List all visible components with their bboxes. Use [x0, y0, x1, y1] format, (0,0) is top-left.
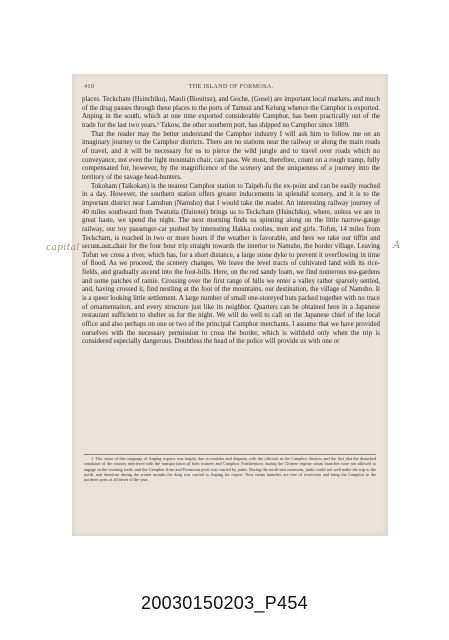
page-body: [82, 96, 380, 347]
annotation-strike-line: [94, 247, 124, 248]
body-paragraph: Tokoham (Taikokan) is the nearest Camphor station to Taipeh-fu the ex-point and can be easily reached in a day. However, the southern station offers greater inducements in splendid scenery, and it is to the important district near Lamshun (Namsho) that I would take the reader. An interesting railway journey of 40 miles southward from Twatutia (Daitotei) brings us to Teckcham (Hsinchiku), where, unless we are in great haste, we spend the night. The next morning finds us spinning along on the little narrow-gauge railway, our toy passenger-car pushed by interesting Hakka coolies, men and girls. Tofun, 14 miles from Teckcham, is reached in two or more hours if the weather is favorable, and here we take our tiffin and secure our chair for the four hour trip straight towards the interior to Namsho, the border village. Leaving Tofun we cross a river, which has, for a short distance, a large stone dyke to prevent it overflowing in time of flood. As we proceed, the scenery changes. We leave the level tracts of cultivated land with its rice-fields, and gradually ascend into the foot-hills. Here, on the red sandy loam, we find numerous tea-gardens and some patches of ramie. Crossing over the first range of hills we enter a valley rather sparsely settled, and, having crossed it, find nestling at the foot of the mountains, our destination, the village of Namsho. It is a queer looking little settlement. A large number of small one-storeyed huts packed together with no trace of ornamentation, and every structure just like its neighbor. Quarters can be obtained here in a Japanese restaurant sufficient to shelter us for the night. We will do well to call on the Japanese chief of the local office and also perhaps on one or two of the principal Camphor merchants. I assume that we have provided ourselves with the necessary permission to cross the border, which is withheld only when the trip is considered especially dangerous. Doubtless the head of the police will provide us with one or: [82, 182, 380, 346]
footnote-divider: [84, 454, 376, 455]
body-paragraph: places. Teckcham (Hsinchiku), Maoli (Biouitsu), and Goche, (Gosei) are important local markets, and much of the drug passes through these places to the ports of Tamsui and Kelung whence the Camphor is exported. Anping in the south, which at one time exported considerable Camphor, has been practically out of the trade for the last two years.¹ Takow, the other southern port, has shipped no Camphor since 1889.: [82, 96, 380, 129]
margin-annotation-left: capital: [46, 243, 80, 253]
footnote: [84, 456, 376, 483]
image-caption: 20030150203_P454: [141, 593, 308, 613]
body-paragraph: That the reader may the better understand the Camphor industry I will ask him to follow me on an imaginary journey to the Camphor districts. There are no stations near the railway or along the main roads of travel, and it will be necessary for us to pierce the wild jungle and to travel over roads which no conveyance, not even the light mountain chair, can pass. We must, therefore, count on a rough tramp, fully compensated for, however, by the magnificence of the scenery and the uniqueness of a journey into the territory of the savage head-hunters.: [82, 130, 380, 181]
footnote-text: 1. The cause of this stoppage of Anping exports was largely due to troubles and disputes with the officials in the Camphor districts and the fact that the disturbed condition of the country interfered with the transportation of both trustees and Camphor. Furthermore, during the Chinese regime steam launches were not allowed to engage in the coasting trade, and the Camphor from and Formosan ports was carried by junks. During the north-east monsoon, junks could not well make the trip to the north, and therefore during the winter months the drug was carried to Anping for export. Now steam launches are free of restriction and bring the Camphor to the northern ports at all times of the year.: [84, 456, 376, 483]
margin-annotation-right: A: [393, 240, 401, 251]
running-title: THE ISLAND OF FORMOSA.: [188, 83, 274, 90]
page-number: 410: [84, 83, 95, 90]
